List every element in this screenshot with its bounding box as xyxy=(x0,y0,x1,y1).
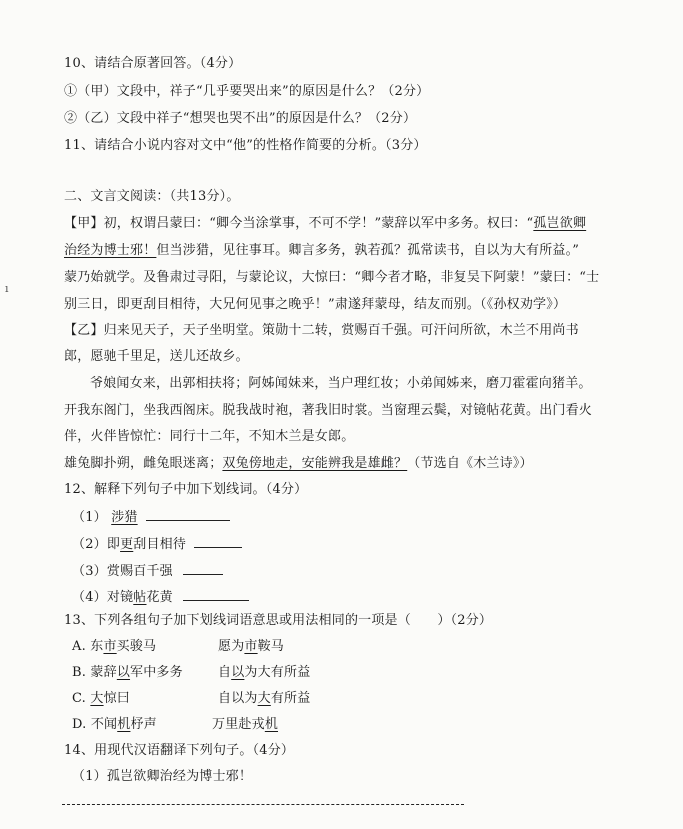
q13-option-d-right xyxy=(212,716,278,734)
text: C. xyxy=(72,691,91,706)
u: 更 xyxy=(120,537,134,552)
q12-item-4 xyxy=(72,588,249,607)
answer-blank[interactable] xyxy=(146,508,230,521)
text: 自以为 xyxy=(218,691,258,706)
text: B. 蒙辞 xyxy=(72,665,117,680)
text: 惊曰 xyxy=(103,691,130,706)
q13-heading: 13、下列各组句子加下划线词语意思或用法相同的一项是（ ）（2分） xyxy=(64,613,493,628)
text: 为大有所益 xyxy=(244,665,311,680)
q10-item-2: ②（乙）文段中祥子“想哭也哭不出”的原因是什么？（2分） xyxy=(64,111,417,126)
q13-option-b-left xyxy=(72,664,183,682)
passage-jia-line: 蒙乃始就学。及鲁肃过寻阳，与蒙论议，大惊曰：“卿今者才略，非复吴下阿蒙！”蒙曰：“士 xyxy=(64,270,600,285)
q12-item-3 xyxy=(72,562,223,581)
u: 以 xyxy=(231,665,245,680)
text: 但当涉猎，见往事耳。卿言多务，孰若孤？孤常读书，自以为大有所益。” xyxy=(156,243,580,258)
passage-yi-line: 开我东阁门，坐我西阁床。脱我战时袍，著我旧时裳。当窗理云鬓，对镜帖花黄。出门看火 xyxy=(64,403,593,418)
text: 万里赴戎 xyxy=(212,717,265,732)
q13-option-a-right xyxy=(218,638,284,656)
section-2-heading: 二、文言文阅读：（共13分）。 xyxy=(64,189,240,204)
text: A. 东 xyxy=(72,639,104,654)
passage-jia-line: 别三日，即更刮目相待，大兄何见事之晚乎！”肃遂拜蒙母，结友而别。（《孙权劝学》） xyxy=(64,297,567,312)
q12-item-2 xyxy=(72,535,242,554)
text: 【甲】初，权谓吕蒙曰：“卿今当涂掌事，不可不学！”蒙辞以军中多务。权曰：“ xyxy=(64,216,534,231)
passage-yi-line: 伴，火伴皆惊忙：同行十二年，不知木兰是女郎。 xyxy=(64,429,355,444)
u: 涉猎 xyxy=(111,510,138,525)
text: 自 xyxy=(218,665,232,680)
passage-jia-line xyxy=(64,215,586,233)
text: D. 不闻 xyxy=(72,717,118,732)
text: 刮目相待 xyxy=(133,537,187,552)
passage-yi-line: 【乙】归来见天子，天子坐明堂。策勋十二转，赏赐百千强。可汗问所欲，木兰不用尚书 xyxy=(64,323,579,338)
passage-jia-line xyxy=(64,242,579,260)
text: 有所益 xyxy=(270,691,311,706)
q13-option-c-right xyxy=(218,690,310,708)
passage-yi-line xyxy=(64,455,533,473)
margin-mark: ı xyxy=(5,282,9,295)
answer-blank[interactable] xyxy=(183,588,249,601)
u: 孤岂欲卿 xyxy=(533,216,587,231)
text: （3）赏赐百千强 xyxy=(72,564,173,579)
text: （1） xyxy=(72,510,107,525)
u: 双兔傍地走，安能辨我是雄雌？ xyxy=(222,456,408,471)
passage-yi-line: 爷娘闻女来，出郭相扶将；阿姊闻妹来，当户理红妆；小弟闻姊来，磨刀霍霍向猪羊。 xyxy=(90,376,592,391)
text: 买骏马 xyxy=(116,639,157,654)
q12-heading: 12、解释下列句子中加下划线词。（4分） xyxy=(64,482,308,497)
q13-option-a-left xyxy=(72,638,156,656)
u: 市 xyxy=(103,639,117,654)
text: 杼声 xyxy=(130,717,157,732)
q13-option-d-left xyxy=(72,716,157,734)
answer-blank[interactable] xyxy=(183,562,223,575)
q11-question: 11、请结合小说内容对文中“他”的性格作简要的分析。（3分） xyxy=(64,138,427,153)
text: （2）即 xyxy=(72,537,121,552)
answer-line[interactable] xyxy=(62,804,464,805)
answer-blank[interactable] xyxy=(194,535,242,548)
passage-yi-line: 郎，愿驰千里足，送儿还故乡。 xyxy=(64,349,249,364)
u: 市 xyxy=(244,639,258,654)
q12-item-1 xyxy=(72,508,230,527)
u: 治经为博士邪！ xyxy=(64,243,157,258)
u: 机 xyxy=(117,717,131,732)
text: （节选自《木兰诗》） xyxy=(407,456,533,471)
q14-item-1: （1）孤岂欲卿治经为博士邪！ xyxy=(72,769,253,784)
q13-option-b-right xyxy=(218,664,310,682)
text: 愿为 xyxy=(218,639,245,654)
q13-option-c-left xyxy=(72,690,130,708)
q10-heading: 10、请结合原著回答。（4分） xyxy=(64,56,242,71)
text: 雄兔脚扑朔，雌兔眼迷离； xyxy=(64,456,223,471)
u: 大 xyxy=(257,691,271,706)
q14-heading: 14、用现代汉语翻译下列句子。（4分） xyxy=(64,743,295,758)
text: （4）对镜 xyxy=(72,590,134,605)
text: 鞍马 xyxy=(257,639,285,654)
u: 机 xyxy=(264,717,279,732)
q10-item-1: ①（甲）文段中，祥子“几乎要哭出来”的原因是什么？（2分） xyxy=(64,84,430,99)
u: 帖 xyxy=(133,590,147,605)
text: 花黄 xyxy=(146,590,173,605)
u: 以 xyxy=(116,665,131,680)
text: 军中多务 xyxy=(130,665,183,680)
u: 大 xyxy=(90,691,104,706)
